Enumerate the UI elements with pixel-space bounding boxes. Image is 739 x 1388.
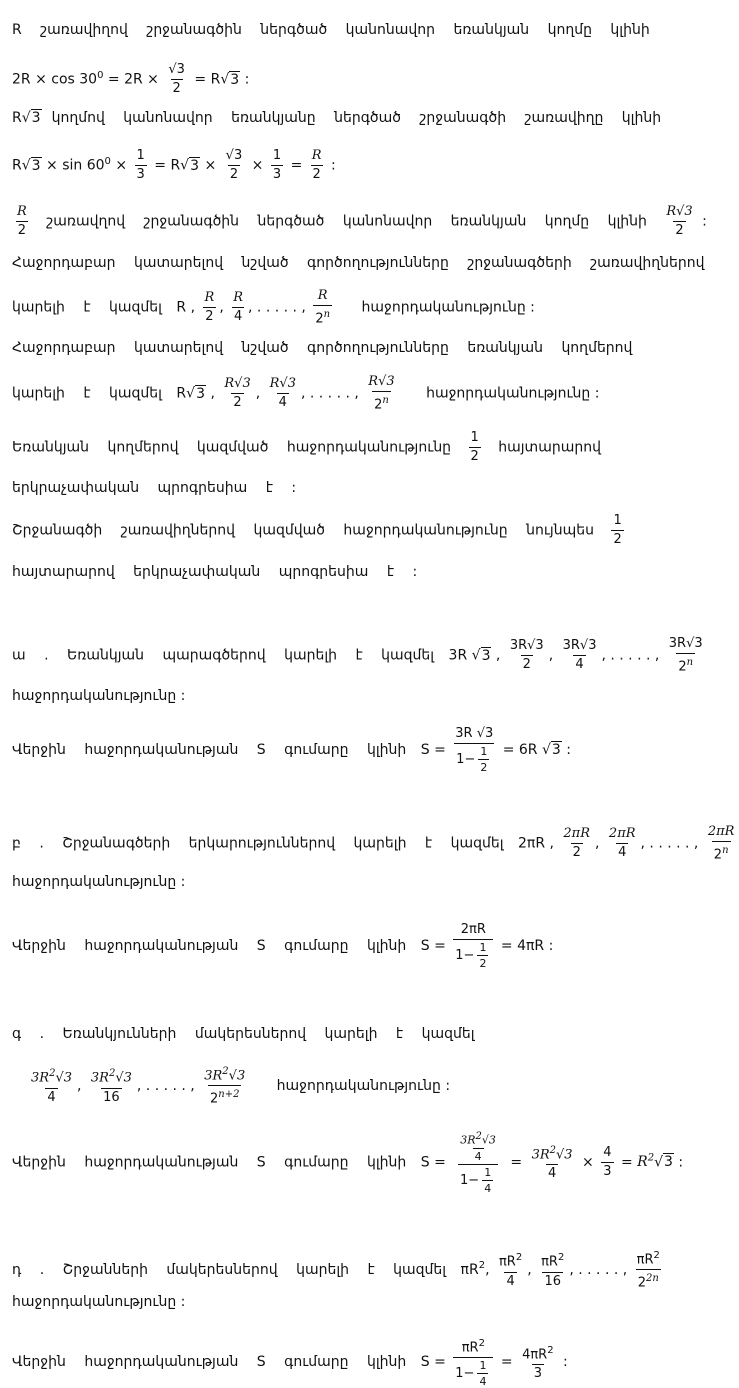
- part-c-line: գ . Եռանկյունների մակերեսներով կարելի է կազմել: [12, 1026, 475, 1042]
- text-line-13: հայտարարով երկրաչափական պրոգրեսիա է :: [12, 564, 418, 580]
- text-line-6: Հաջորդաբար կատարելով նշված գործողությունները շրջանագծերի շառավիղներով: [12, 255, 705, 271]
- formula-line-2: $2R \times \cos 30^0 = 2R$ × $\frac{√3}{2}$ = R√3 :: [12, 62, 250, 96]
- text-line-7: կարելի է կազմել R , $\frac{R}{2}$ , $\frac{R}{4}$ , . . . . . , $\frac{R}{2^n}$ հաջորդականությունը :: [12, 288, 535, 327]
- part-b-seq: հաջորդականությունը :: [12, 874, 186, 890]
- part-d-line: դ . Շրջանների մակերեսներով կարելի է կազմել $\pi R^2$, $\frac{\pi R^2}{4}$ , $\frac{\pi R^2}{16}$ , . . . . . , $\frac{\pi R^2}{2^{2n}}$: [12, 1250, 660, 1291]
- text-line-10: Եռանկյան կողմերով կազմված հաջորդականությունը $\frac{1}{2}$ հայտարարով: [12, 430, 601, 464]
- part-a-seq: հաջորդականությունը :: [12, 688, 186, 704]
- fraction: $\frac{√3}{2}$: [168, 62, 185, 96]
- text-line-9: կարելի է կազմել R√3 , $\frac{R√3}{2}$ , $\frac{R√3}{4}$ , . . . . . , $\frac{R√3}{2^n}$ հաջորդականությունը :: [12, 374, 600, 413]
- part-b-sum: Վերջին հաջորդականության S գումարը կլինի S = 2πR 1− $\frac{1}{2}$ = 4πR :: [12, 922, 554, 970]
- text-line-1: R շառավիղով շրջանագծին ներգծած կանոնավոր եռանկյան կողմը կլինի: [12, 22, 650, 38]
- part-c-terms: $\frac{3R^2√3}{4}$ , $\frac{3R^2√3}{16}$ , . . . . . , $\frac{3R^2√3}{2^{n+2}}$ հաջորդականությունը :: [31, 1066, 451, 1107]
- part-d-seq: հաջորդականությունը :: [12, 1294, 186, 1310]
- text-line-5: $\frac{R}{2}$ շառավղով շրջանագծին ներգծած կանոնավոր եռանկյան կողմը կլինի $\frac{R√3}{2}$ :: [17, 204, 707, 238]
- text-line-8: Հաջորդաբար կատարելով նշված գործողությունները եռանկյան կողմերով: [12, 340, 633, 356]
- part-d-sum: Վերջին հաջորդականության S գումարը կլինի S = $\pi R^2$ 1− $\frac{1}{4}$ = $\frac{4\pi R^2}{3}$ :: [12, 1338, 568, 1388]
- text-line-3: R√3 կողմով կանոնավոր եռանկյանը ներգծած շրջանագծի շառավիղը կլինի: [12, 110, 662, 126]
- part-a-sum: Վերջին հաջորդականության S գումարը կլինի S = 3R √3 1− $\frac{1}{2}$ = 6R √3 :: [12, 726, 571, 774]
- text-line-11: երկրաչափական պրոգրեսիա է :: [12, 480, 297, 496]
- part-c-sum: Վերջին հաջորդականության S գումարը կլինի S = $\frac{3R^2√3}{4}$ 1− $\frac{1}{4}$ = $\frac{3R^2√3}{4}$ × $\frac{4}{3}$ = $R^2√3$ :: [12, 1131, 684, 1195]
- formula-line-4: $R√3 \times \sin 60^0$ × $\frac{1}{3}$ = R√3 × $\frac{√3}{2}$ × $\frac{1}{3}$ = $\frac{R}{2}$ :: [12, 148, 336, 182]
- text-line-12: Շրջանագծի շառավիղներով կազմված հաջորդականությունը նույնպես $\frac{1}{2}$: [12, 513, 622, 547]
- part-a-line: ա . Եռանկյան պարագծերով կարելի է կազմել 3R √3 , $\frac{3R√3}{2}$ , $\frac{3R√3}{4}$ , . . . . . , $\frac{3R√3}{2^n}$: [12, 636, 703, 675]
- part-b-line: բ . Շրջանագծերի երկարություններով կարելի է կազմել 2πR , $\frac{2\pi R}{2}$ , $\frac{2\pi R}{4}$ , . . . . . , $\frac{2\pi R}{2^n}$: [12, 824, 735, 863]
